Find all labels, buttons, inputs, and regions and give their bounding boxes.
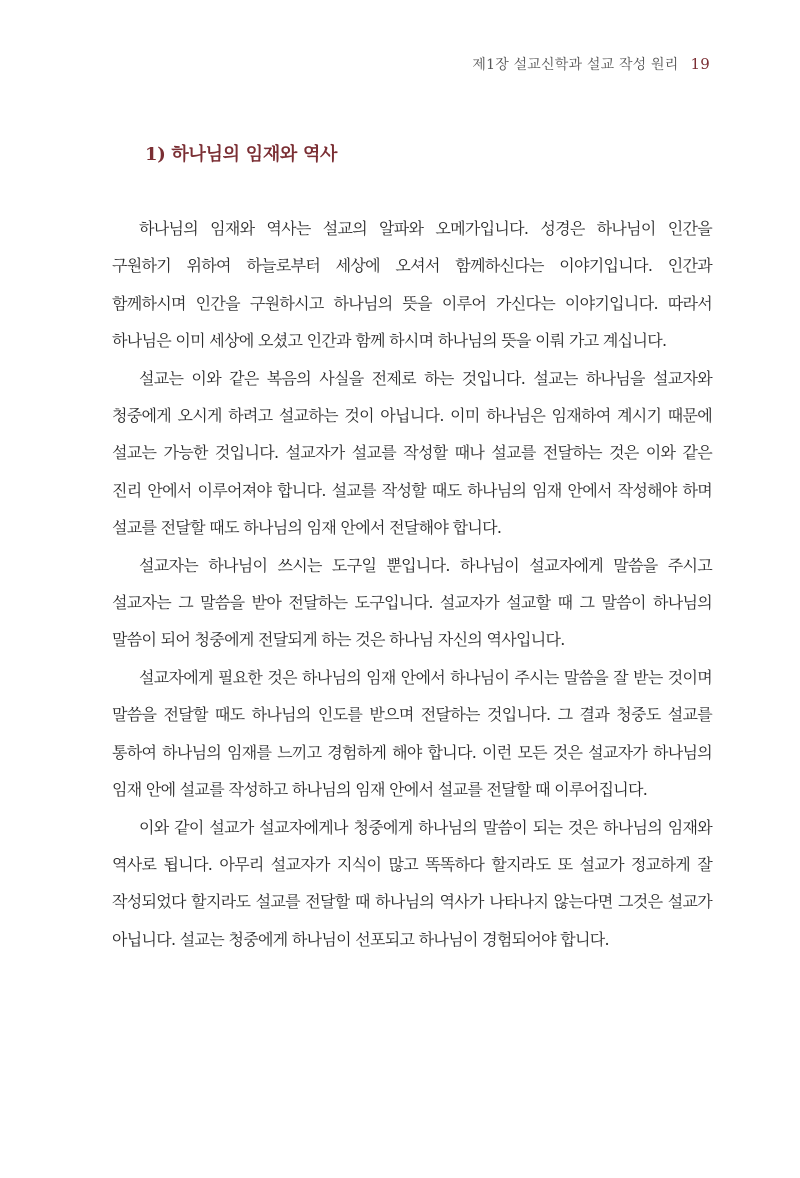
paragraph: 이와 같이 설교가 설교자에게나 청중에게 하나님의 말씀이 되는 것은 하나님의 임재와 역사로 됩니다. 아무리 설교자가 지식이 많고 똑똑하다 할지라도 또 설교가 정교하게 잘 작성되었다 할지라도 설교를 전달할 때 하나님의 역사가 나타나지 않는다면 그것은 설교가 아닙니다. 설교는 청중에게 하나님이 선포되고 하나님이 경험되어야 합니다. (112, 817, 712, 949)
running-header (472, 54, 710, 74)
paragraph: 설교자는 하나님이 쓰시는 도구일 뿐입니다. 하나님이 설교자에게 말씀을 주시고 설교자는 그 말씀을 받아 전달하는 도구입니다. 설교자가 설교할 때 그 말씀이 하나님의 말씀이 되어 청중에게 전달되게 하는 것은 하나님 자신의 역사입니다. (112, 555, 712, 650)
chapter-title: 제1장 설교신학과 설교 작성 원리 (472, 57, 679, 73)
body-text (112, 210, 712, 958)
paragraph: 하나님의 임재와 역사는 설교의 알파와 오메가입니다. 성경은 하나님이 인간을 구원하기 위하여 하늘로부터 세상에 오셔서 함께하신다는 이야기입니다. 인간과 함께하시며 인간을 구원하시고 하나님의 뜻을 이루어 가신다는 이야기입니다. 따라서 하나님은 이미 세상에 오셨고 인간과 함께 하시며 하나님의 뜻을 이뤄 가고 계십니다. (112, 219, 712, 351)
paragraph: 설교는 이와 같은 복음의 사실을 전제로 하는 것입니다. 설교는 하나님을 설교자와 청중에게 오시게 하려고 설교하는 것이 아닙니다. 이미 하나님은 임재하여 계시기 때문에 설교는 가능한 것입니다. 설교자가 설교를 작성할 때나 설교를 전달하는 것은 이와 같은 진리 안에서 이루어져야 합니다. 설교를 작성할 때도 하나님의 임재 안에서 작성해야 하며 설교를 전달할 때도 하나님의 임재 안에서 전달해야 합니다. (112, 368, 712, 538)
paragraph: 설교자에게 필요한 것은 하나님의 임재 안에서 하나님이 주시는 말씀을 잘 받는 것이며 말씀을 전달할 때도 하나님의 인도를 받으며 전달하는 것입니다. 그 결과 청중도 설교를 통하여 하나님의 임재를 느끼고 경험하게 해야 합니다. 이런 모든 것은 설교자가 하나님의 임재 안에 설교를 작성하고 하나님의 임재 안에서 설교를 전달할 때 이루어집니다. (112, 667, 712, 800)
section-title: 1) 하나님의 임재와 역사 (145, 144, 338, 165)
page-number: 19 (690, 55, 710, 73)
